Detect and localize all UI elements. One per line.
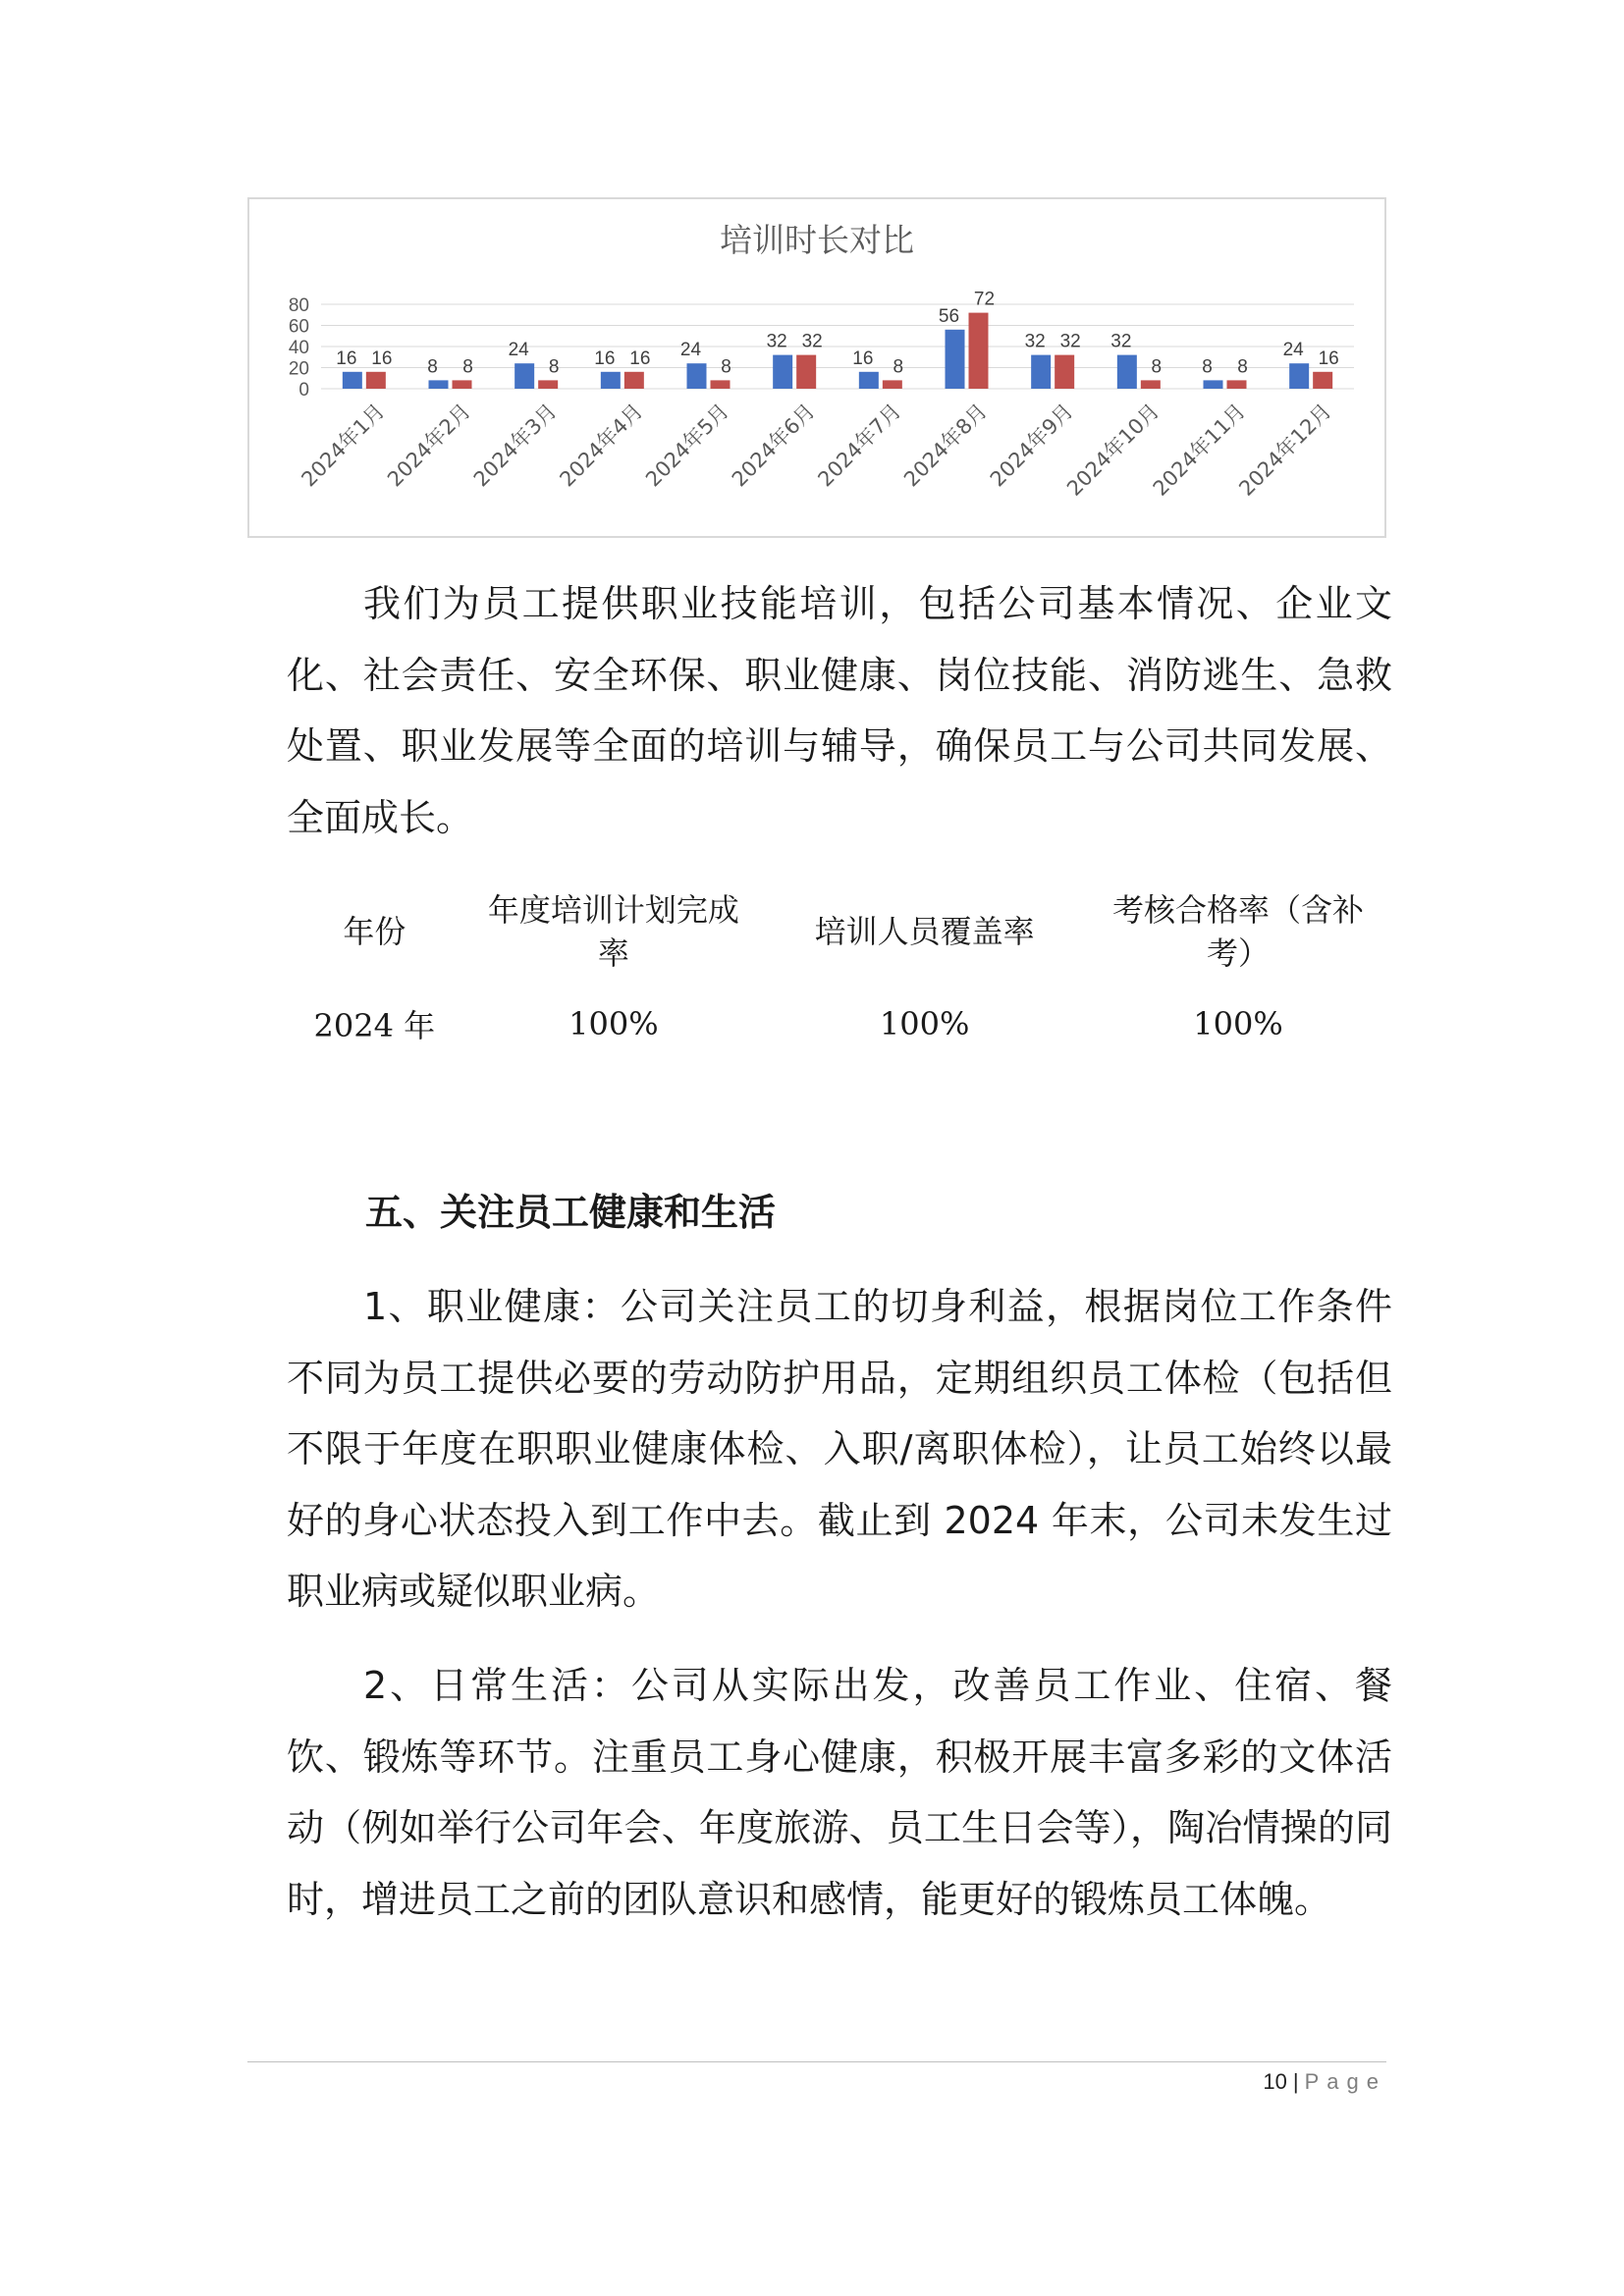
data-label: 8 (1237, 356, 1248, 378)
bar (1141, 380, 1161, 389)
bar (946, 330, 965, 389)
data-label: 16 (1318, 347, 1339, 369)
page-number: 10 (1263, 2069, 1287, 2094)
section-heading: 五、关注员工健康和生活 (365, 1191, 777, 1234)
bar (773, 355, 792, 389)
data-label: 24 (679, 340, 702, 361)
data-label: 8 (893, 356, 904, 378)
y-tick-label: 80 (288, 295, 309, 316)
data-label: 8 (721, 356, 731, 378)
data-label: 32 (1059, 331, 1081, 352)
data-label: 32 (801, 331, 823, 352)
x-tick-label: 2024年1月 (297, 399, 390, 492)
x-tick-label: 2024年6月 (727, 399, 820, 492)
bar (1227, 380, 1247, 389)
data-label: 16 (594, 347, 616, 369)
data-label: 16 (852, 347, 874, 369)
x-tick-label: 2024年9月 (985, 399, 1078, 492)
x-tick-label: 2024年8月 (899, 399, 993, 492)
data-label: 16 (629, 347, 651, 369)
bar (366, 372, 386, 389)
y-tick-label: 20 (288, 358, 309, 380)
cell-year: 2024 年 (313, 1007, 436, 1044)
data-label: 56 (938, 305, 960, 327)
footer-divider (247, 2061, 1386, 2062)
cell-plan-completion: 100% (568, 1005, 659, 1042)
footer-separator: | (1292, 2069, 1299, 2094)
page-footer (1263, 2069, 1386, 2095)
x-tick-label: 2024年4月 (555, 399, 648, 492)
data-label: 8 (462, 356, 473, 378)
x-tick-label: 2024年5月 (641, 399, 734, 492)
bar (514, 363, 534, 389)
bar (711, 380, 731, 389)
data-label: 24 (1282, 340, 1304, 361)
x-tick-label: 2024年2月 (383, 399, 476, 492)
data-label: 32 (1110, 331, 1132, 352)
x-tick-label: 2024年11月 (1148, 399, 1251, 501)
data-label: 72 (973, 289, 996, 310)
bar (796, 355, 816, 389)
bar (601, 372, 621, 389)
data-label: 8 (1151, 356, 1163, 378)
y-tick-label: 40 (288, 338, 309, 358)
bar (429, 380, 449, 389)
bar (624, 372, 644, 389)
page-label: Page (1304, 2069, 1386, 2094)
cell-pass-rate: 100% (1193, 1005, 1283, 1042)
header-year: 年份 (343, 913, 406, 950)
chart-title: 培训时长对比 (720, 221, 914, 259)
data-label: 32 (766, 331, 787, 352)
training-paragraph: 我们为员工提供职业技能培训，包括公司基本情况、企业文化、社会责任、安全环保、职业健康、岗位技能、消防逃生、急救处置、职业发展等全面的培训与辅导，确保员工与公司共同发展、全面成长。 (287, 582, 1392, 839)
bar (1031, 355, 1051, 389)
data-label: 8 (1202, 356, 1213, 378)
data-label: 24 (508, 340, 529, 361)
bar (687, 363, 707, 389)
data-label: 8 (548, 356, 560, 378)
header-plan-completion: 年度培训计划完成率 (487, 891, 739, 972)
bar (883, 380, 902, 389)
bar (343, 372, 362, 389)
x-tick-label: 2024年10月 (1062, 399, 1164, 501)
data-label: 16 (371, 347, 393, 369)
bar (1313, 372, 1332, 389)
table-row (287, 989, 1392, 1058)
bar (1289, 363, 1309, 389)
bar (859, 372, 879, 389)
bar (538, 380, 558, 389)
data-label: 8 (427, 356, 438, 378)
cell-coverage: 100% (879, 1005, 970, 1042)
x-tick-label: 2024年7月 (813, 399, 906, 492)
bar (1055, 355, 1074, 389)
training-hours-chart (247, 197, 1386, 538)
chart-canvas (249, 199, 1384, 536)
table-header-row (287, 874, 1392, 989)
header-coverage: 培训人员覆盖率 (814, 913, 1035, 950)
bar (969, 313, 989, 389)
x-tick-label: 2024年12月 (1234, 399, 1336, 501)
y-tick-label: 0 (298, 380, 309, 400)
x-tick-label: 2024年3月 (468, 399, 562, 492)
bar (1117, 355, 1137, 389)
bar (1204, 380, 1223, 389)
health-paragraph: 1、职业健康：公司关注员工的切身利益，根据岗位工作条件不同为员工提供必要的劳动防护用品，定期组织员工体检（包括但不限于年度在职职业健康体检、入职/离职体检），让员工始终以最好的身心状态投入到工作中去。截止到 2024 年末，公司未发生过职业病或疑似职业病。 (287, 1285, 1392, 1613)
daily-life-paragraph: 2、日常生活：公司从实际出发，改善员工作业、住宿、餐饮、锻炼等环节。注重员工身心健康，积极开展丰富多彩的文体活动（例如举行公司年会、年度旅游、员工生日会等），陶冶情操的同时，增进员工之前的团队意识和感情，能更好的锻炼员工体魄。 (287, 1664, 1392, 1921)
data-label: 16 (336, 347, 357, 369)
y-tick-label: 60 (288, 316, 309, 338)
data-label: 32 (1024, 331, 1046, 352)
bar (453, 380, 472, 389)
header-pass-rate: 考核合格率（含补考） (1111, 891, 1364, 972)
training-stats-table (287, 874, 1392, 1058)
